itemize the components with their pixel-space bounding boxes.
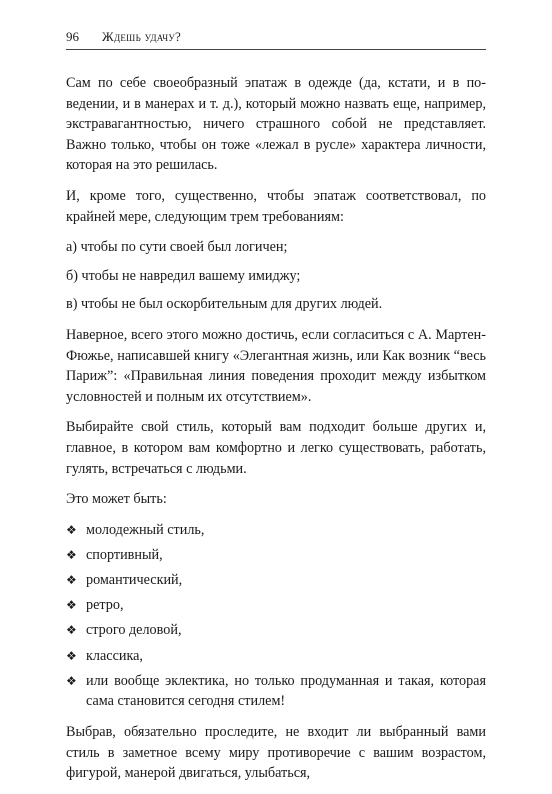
diamond-bullet-icon: ❖ bbox=[66, 648, 77, 663]
list-item-text: спортивный, bbox=[86, 546, 163, 563]
diamond-bullet-icon: ❖ bbox=[66, 623, 77, 638]
paragraph-quote: Наверное, всего этого можно достичь, если согласиться с А. Мартен-Фюжье, написавшей книгу «Элегантная жизнь, или Как возник “весь Париж”: «Правильная линия поведения проходит между избытком условностей и полным их отсутствием». bbox=[66, 326, 486, 405]
list-item-text: ретро, bbox=[86, 597, 124, 614]
header-rule bbox=[66, 49, 486, 50]
list-item bbox=[66, 595, 486, 616]
list-item bbox=[66, 520, 486, 541]
requirement-c: в) чтобы не был оскорбительным для других людей. bbox=[66, 296, 383, 313]
list-item-text: классика, bbox=[86, 647, 143, 664]
paragraph-choose-style: Выбирайте свой стиль, который вам подходит больше других и, главное, в котором вам комфортно и легко существовать, работать, гулять, встречаться с людьми. bbox=[66, 419, 486, 477]
running-title: Ждешь удачу? bbox=[102, 29, 182, 44]
requirement-b: б) чтобы не навредил вашему имиджу; bbox=[66, 267, 301, 284]
page-body bbox=[66, 73, 486, 794]
list-item bbox=[66, 620, 486, 641]
list-item bbox=[66, 671, 486, 712]
diamond-bullet-icon: ❖ bbox=[66, 673, 77, 688]
list-item bbox=[66, 570, 486, 591]
style-list bbox=[66, 520, 486, 712]
list-item-text: молодежный стиль, bbox=[86, 521, 205, 538]
paragraph-after-choosing: Выбрав, обязательно проследите, не входит ли выбранный вами стиль в заметное всему миру противоречие с вашим возрастом, фигурой, манерой двигаться, улыбаться, bbox=[66, 724, 486, 782]
list-item-text: строго деловой, bbox=[86, 622, 182, 639]
paragraph-epatage: Сам по себе своеобразный эпатаж в одежде (да, кстати, и в поведении, и в манерах и т. д.), который можно назвать еще, например, экстравагантностью, ничего страшного собой не представляет. Важно только, чтобы он тоже «лежал в русле» характера личности, которая на это решилась. bbox=[66, 75, 486, 174]
diamond-bullet-icon: ❖ bbox=[66, 573, 77, 588]
diamond-bullet-icon: ❖ bbox=[66, 547, 77, 562]
paragraph-list-intro: Это может быть: bbox=[66, 491, 167, 508]
diamond-bullet-icon: ❖ bbox=[66, 522, 77, 537]
list-item-text: или вообще эклектика, но только продуманная и такая, которая сама становится сегодня стилем! bbox=[86, 672, 486, 710]
paragraph-requirements-intro: И, кроме того, существенно, чтобы эпатаж соответствовал, по крайней мере, следующим трем требованиям: bbox=[66, 187, 486, 225]
list-item-text: романтический, bbox=[86, 572, 183, 589]
requirement-a: а) чтобы по сути своей был логичен; bbox=[66, 239, 288, 256]
running-head bbox=[66, 27, 486, 47]
list-item bbox=[66, 646, 486, 667]
list-item bbox=[66, 545, 486, 566]
page-number: 96 bbox=[66, 29, 79, 44]
diamond-bullet-icon: ❖ bbox=[66, 598, 77, 613]
